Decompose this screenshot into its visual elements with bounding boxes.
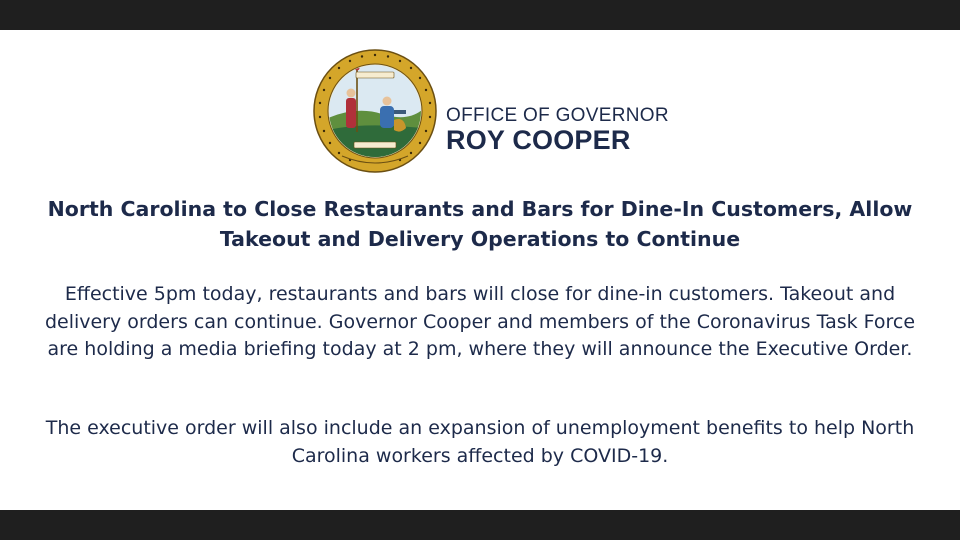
announcement-headline: North Carolina to Close Restaurants and Bars for Dine-In Customers, Allow Takeout and Delivery Operations to Continue (47, 197, 913, 251)
governor-name: ROY COOPER (446, 125, 631, 155)
body-paragraph-1: Effective 5pm today, restaurants and bars will close for dine-in customers. Takeout and delivery orders can continue. Governor Cooper and members of the Coronavirus Task Force are holding a media briefing today at 2 pm, where they will announce the Executive Order. (44, 283, 916, 360)
announcement-card (0, 30, 960, 510)
bottom-letterbox-bar (0, 510, 960, 540)
office-title (446, 106, 669, 154)
office-of-governor-label: OFFICE OF GOVERNOR (446, 105, 669, 126)
north-carolina-seal-logo (312, 48, 438, 174)
office-header (312, 48, 672, 174)
top-letterbox-bar (0, 0, 960, 30)
body-paragraph-2: The executive order will also include an expansion of unemployment benefits to help North Carolina workers affected by COVID-19. (45, 417, 915, 467)
